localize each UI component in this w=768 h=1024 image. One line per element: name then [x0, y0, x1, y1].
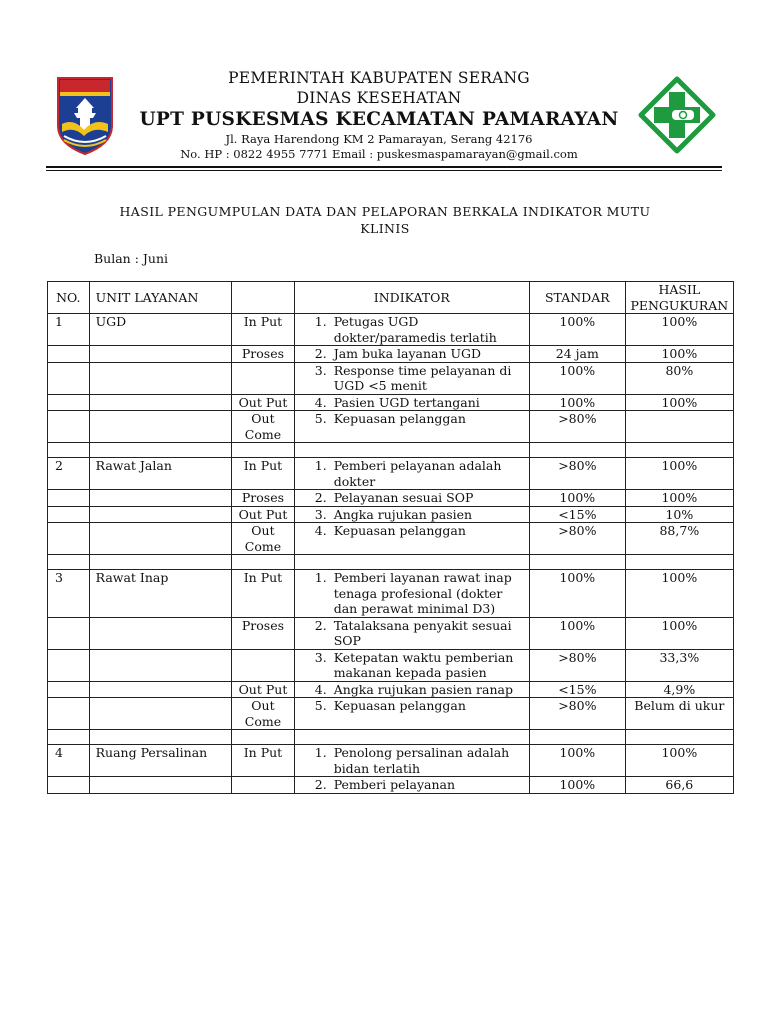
cell-unit [89, 617, 232, 649]
cell-result: 100% [625, 745, 733, 777]
cell-no [48, 698, 90, 730]
spacer-cell [625, 730, 733, 745]
institution-address: Jl. Raya Harendong KM 2 Pamarayan, Serang 42176 [225, 132, 533, 146]
cell-no: 4 [48, 745, 90, 777]
institution-contact: No. HP : 0822 4955 7771 Email : puskesmaspamarayan@gmail.com [180, 147, 578, 161]
cell-no: 1 [48, 314, 90, 346]
cell-stage: In Put [232, 458, 294, 490]
spacer-cell [89, 555, 232, 570]
cell-standard: 100% [529, 570, 625, 618]
cell-indicator [294, 523, 529, 555]
header-stage [232, 282, 294, 314]
indicator-table [47, 281, 734, 794]
cell-no [48, 346, 90, 363]
cell-standard: >80% [529, 698, 625, 730]
cell-standard: <15% [529, 506, 625, 523]
table-row [48, 490, 734, 507]
cell-no [48, 490, 90, 507]
header-no: NO. [48, 282, 90, 314]
indicator-number: 2. [314, 777, 327, 792]
cell-indicator [294, 346, 529, 363]
indicator-text: Jam buka layanan UGD [333, 346, 482, 361]
table-spacer-row [48, 730, 734, 745]
cell-no [48, 649, 90, 681]
table-body [48, 314, 734, 794]
indicator-item [299, 363, 525, 394]
spacer-cell [529, 730, 625, 745]
cell-stage [232, 362, 294, 394]
cell-result: 4,9% [625, 681, 733, 698]
cell-result: 100% [625, 458, 733, 490]
spacer-cell [232, 443, 294, 458]
cell-indicator [294, 777, 529, 794]
cell-standard: >80% [529, 649, 625, 681]
table-spacer-row [48, 443, 734, 458]
cell-standard: 100% [529, 394, 625, 411]
indicator-text: Kepuasan pelanggan [333, 523, 466, 538]
table-spacer-row [48, 555, 734, 570]
cell-unit [89, 394, 232, 411]
cell-result: 100% [625, 394, 733, 411]
kabupaten-serang-emblem-icon [54, 74, 116, 156]
indicator-item [299, 650, 525, 681]
cell-indicator [294, 458, 529, 490]
cell-result: Belum di ukur [625, 698, 733, 730]
indicator-item [299, 570, 525, 617]
cell-no [48, 681, 90, 698]
spacer-cell [232, 730, 294, 745]
cell-unit: Rawat Inap [89, 570, 232, 618]
department-name: DINAS KESEHATAN [296, 89, 462, 107]
indicator-text: Ketepatan waktu pemberian makanan kepada pasien [333, 649, 514, 680]
cell-no [48, 617, 90, 649]
indicator-item [299, 395, 525, 411]
indicator-item [299, 411, 525, 427]
table-row [48, 458, 734, 490]
spacer-cell [294, 730, 529, 745]
spacer-cell [89, 730, 232, 745]
indicator-number: 1. [314, 745, 327, 760]
table-header-row [48, 282, 734, 314]
indicator-text: Pemberi layanan rawat inap tenaga profesional (dokter dan perawat minimal D3) [333, 570, 512, 616]
cell-indicator [294, 314, 529, 346]
cell-stage: Proses [232, 490, 294, 507]
cell-result: 100% [625, 346, 733, 363]
indicator-item [299, 458, 525, 489]
table-row [48, 346, 734, 363]
header-standard: STANDAR [529, 282, 625, 314]
indicator-number: 3. [314, 506, 327, 522]
indicator-text: Angka rujukan pasien ranap [333, 681, 513, 697]
cell-stage: Out Put [232, 506, 294, 523]
header-result: HASIL PENGUKURAN [625, 282, 733, 314]
institution-name: UPT PUSKESMAS KECAMATAN PAMARAYAN [139, 109, 619, 130]
indicator-text: Pelayanan sesuai SOP [333, 490, 474, 505]
spacer-cell [89, 443, 232, 458]
indicator-text: Petugas UGD dokter/paramedis terlatih [333, 314, 497, 345]
government-name: PEMERINTAH KABUPATEN SERANG [228, 69, 530, 87]
indicator-number: 1. [314, 458, 327, 473]
indicator-text: Pemberi pelayanan [333, 777, 456, 792]
indicator-text: Pasien UGD tertangani [333, 394, 480, 410]
cell-result: 100% [625, 314, 733, 346]
cell-unit [89, 362, 232, 394]
cell-result: 66,6 [625, 777, 733, 794]
cell-unit [89, 490, 232, 507]
document-title-line1: HASIL PENGUMPULAN DATA DAN PELAPORAN BERKALA INDIKATOR MUTU [119, 204, 651, 219]
puskesmas-cross-logo-icon [638, 76, 716, 154]
report-period: Bulan : Juni [94, 251, 169, 266]
cell-no [48, 777, 90, 794]
spacer-cell [529, 555, 625, 570]
cell-unit [89, 523, 232, 555]
cell-indicator [294, 411, 529, 443]
letterhead [46, 64, 722, 168]
indicator-text: Penolong persalinan adalah bidan terlatih [333, 745, 510, 776]
cell-result: 10% [625, 506, 733, 523]
table-row [48, 617, 734, 649]
spacer-cell [48, 555, 90, 570]
spacer-cell [294, 443, 529, 458]
cell-unit: Ruang Persalinan [89, 745, 232, 777]
letterhead-divider-thin [46, 170, 722, 171]
indicator-item [299, 346, 525, 362]
indicator-item [299, 682, 525, 698]
cell-result: 100% [625, 617, 733, 649]
indicator-item [299, 745, 525, 776]
cell-stage [232, 777, 294, 794]
indicator-item [299, 490, 525, 506]
cell-unit [89, 346, 232, 363]
cell-indicator [294, 394, 529, 411]
cell-stage: Out Come [232, 698, 294, 730]
table-row [48, 698, 734, 730]
spacer-cell [48, 730, 90, 745]
indicator-number: 4. [314, 681, 327, 697]
cell-indicator [294, 698, 529, 730]
cell-stage: In Put [232, 570, 294, 618]
cell-indicator [294, 506, 529, 523]
table-row [48, 570, 734, 618]
spacer-cell [625, 443, 733, 458]
cell-unit: Rawat Jalan [89, 458, 232, 490]
indicator-text: Angka rujukan pasien [333, 506, 473, 522]
cell-no [48, 362, 90, 394]
cell-stage [232, 649, 294, 681]
cell-result [625, 411, 733, 443]
indicator-number: 4. [314, 523, 327, 538]
cell-stage: Out Put [232, 681, 294, 698]
spacer-cell [294, 555, 529, 570]
indicator-item [299, 618, 525, 649]
table-row [48, 777, 734, 794]
cell-indicator [294, 745, 529, 777]
indicator-number: 2. [314, 490, 327, 505]
cell-result: 33,3% [625, 649, 733, 681]
cell-no [48, 394, 90, 411]
cell-stage: Proses [232, 617, 294, 649]
indicator-item [299, 507, 525, 523]
header-indicator: INDIKATOR [294, 282, 529, 314]
cell-indicator [294, 681, 529, 698]
cell-indicator [294, 649, 529, 681]
table-row [48, 394, 734, 411]
cell-stage: Out Come [232, 411, 294, 443]
header-unit: UNIT LAYANAN [89, 282, 232, 314]
indicator-number: 2. [314, 617, 327, 633]
indicator-number: 3. [314, 362, 327, 378]
cell-standard: 100% [529, 490, 625, 507]
table-row [48, 745, 734, 777]
letterhead-text [126, 68, 632, 162]
indicator-number: 5. [314, 698, 327, 713]
indicator-item [299, 314, 525, 345]
cell-stage: Proses [232, 346, 294, 363]
table-row [48, 314, 734, 346]
cell-unit [89, 411, 232, 443]
table-row [48, 411, 734, 443]
spacer-cell [232, 555, 294, 570]
cell-result: 80% [625, 362, 733, 394]
indicator-number: 5. [314, 411, 327, 426]
cell-indicator [294, 617, 529, 649]
indicator-item [299, 698, 525, 714]
cell-standard: >80% [529, 523, 625, 555]
cell-standard: 24 jam [529, 346, 625, 363]
spacer-cell [529, 443, 625, 458]
cell-standard: 100% [529, 617, 625, 649]
indicator-number: 1. [314, 314, 327, 329]
table-row [48, 681, 734, 698]
cell-standard: >80% [529, 458, 625, 490]
cell-unit [89, 681, 232, 698]
spacer-cell [625, 555, 733, 570]
cell-stage: In Put [232, 314, 294, 346]
document-title-line2: KLINIS [360, 221, 410, 236]
cell-standard: 100% [529, 777, 625, 794]
letterhead-divider [46, 166, 722, 168]
table-row [48, 506, 734, 523]
indicator-text: Tatalaksana penyakit sesuai SOP [333, 617, 512, 648]
indicator-item [299, 523, 525, 539]
indicator-text: Kepuasan pelanggan [333, 698, 466, 713]
cell-result: 88,7% [625, 523, 733, 555]
cell-unit [89, 649, 232, 681]
cell-standard: <15% [529, 681, 625, 698]
cell-unit [89, 777, 232, 794]
table-row [48, 523, 734, 555]
table-row [48, 649, 734, 681]
cell-indicator [294, 570, 529, 618]
indicator-number: 2. [314, 346, 327, 361]
cell-unit: UGD [89, 314, 232, 346]
cell-no: 3 [48, 570, 90, 618]
cell-standard: 100% [529, 745, 625, 777]
cell-unit [89, 506, 232, 523]
cell-indicator [294, 362, 529, 394]
document-title [60, 203, 710, 237]
cell-no [48, 506, 90, 523]
cell-no: 2 [48, 458, 90, 490]
cell-result: 100% [625, 490, 733, 507]
cell-stage: Out Put [232, 394, 294, 411]
cell-indicator [294, 490, 529, 507]
indicator-number: 1. [314, 570, 327, 585]
cell-no [48, 411, 90, 443]
indicator-number: 4. [314, 394, 327, 410]
cell-standard: 100% [529, 362, 625, 394]
indicator-text: Kepuasan pelanggan [333, 411, 466, 426]
cell-no [48, 523, 90, 555]
indicator-text: Pemberi pelayanan adalah dokter [333, 458, 502, 489]
indicator-item [299, 777, 525, 793]
cell-unit [89, 698, 232, 730]
cell-standard: >80% [529, 411, 625, 443]
spacer-cell [48, 443, 90, 458]
table-row [48, 362, 734, 394]
cell-standard: 100% [529, 314, 625, 346]
cell-stage: In Put [232, 745, 294, 777]
indicator-text: Response time pelayanan di UGD <5 menit [333, 362, 512, 393]
cell-result: 100% [625, 570, 733, 618]
cell-stage: Out Come [232, 523, 294, 555]
indicator-number: 3. [314, 649, 327, 665]
